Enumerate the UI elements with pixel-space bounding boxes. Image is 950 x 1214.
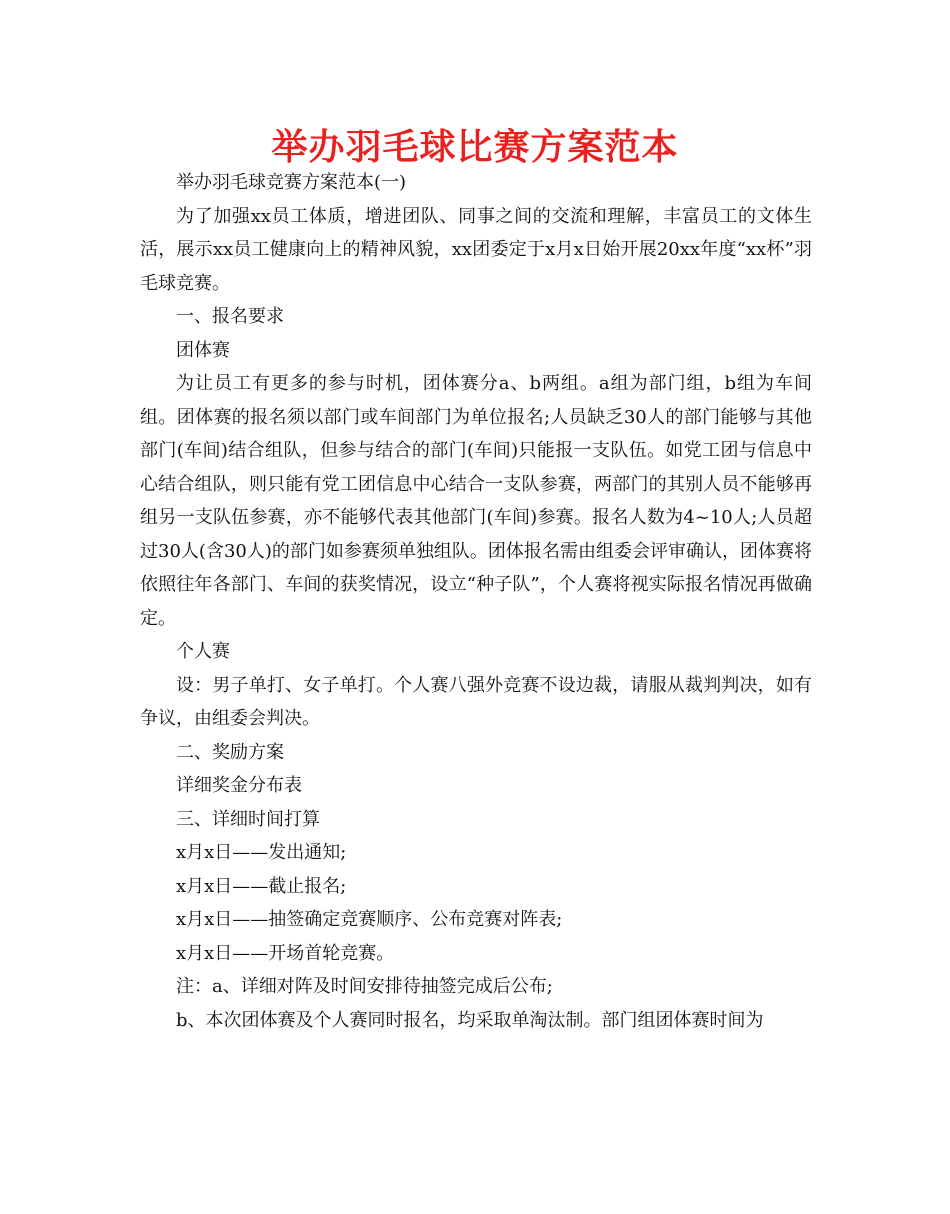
schedule-item: x月x日——截止报名; bbox=[176, 875, 347, 897]
heading-registration: 一、报名要求 bbox=[176, 306, 284, 327]
heading-team-match: 团体赛 bbox=[176, 339, 230, 361]
paragraph-team-rules: 为让员工有更多的参与时机，团体赛分a、b两组。a组为部门组，b组为车间组。团体赛的报名须以部门或车间部门为单位报名;人员缺乏30人的部门能够与其他部门(车间)结合组队，但参与结合的部门(车间)只能报一支队伍。如党工团与信息中心结合组队，则只能有党工团信息中心结合一支队参赛，两部门的其别人员不能够再组另一支队伍参赛，亦不能够代表其他部门(车间)参赛。报名人数为4~10人;人员超过30人(含30人)的部门如参赛须单独组队。团体报名需由组委会评审确认，团体赛将依照往年各部门、车间的获奖情况，设立“种子队”，个人赛将视实际报名情况再做确定。 bbox=[140, 373, 812, 629]
paragraph-prize-table: 详细奖金分布表 bbox=[176, 775, 302, 796]
heading-schedule: 三、详细时间打算 bbox=[176, 808, 320, 830]
heading-awards: 二、奖励方案 bbox=[176, 741, 284, 763]
paragraph-individual-rules: 设：男子单打、女子单打。个人赛八强外竞赛不设边裁，请服从裁判判决，如有争议，由组委会判决。 bbox=[140, 674, 812, 729]
schedule-item: x月x日——开场首轮竞赛。 bbox=[176, 942, 395, 964]
note-a: 注：a、详细对阵及时间安排待抽签完成后公布; bbox=[176, 976, 553, 997]
schedule-item: x月x日——发出通知; bbox=[176, 842, 347, 863]
paragraph-subtitle: 举办羽毛球竞赛方案范本(一) bbox=[176, 172, 407, 193]
heading-individual-match: 个人赛 bbox=[176, 641, 230, 662]
document-title: 举办羽毛球比赛方案范本 bbox=[271, 127, 679, 168]
schedule-item: x月x日——抽签确定竞赛顺序、公布竞赛对阵表; bbox=[176, 909, 563, 930]
note-b: b、本次团体赛及个人赛同时报名，均采取单淘汰制。部门组团体赛时间为 bbox=[176, 1009, 764, 1031]
paragraph-intro: 为了加强xx员工体质，增进团队、同事之间的交流和理解，丰富员工的文体生活，展示xx员工健康向上的精神风貌，xx团委定于x月x日始开展20xx年度“xx杯”羽毛球竞赛。 bbox=[140, 205, 812, 294]
document-body bbox=[140, 166, 812, 1037]
